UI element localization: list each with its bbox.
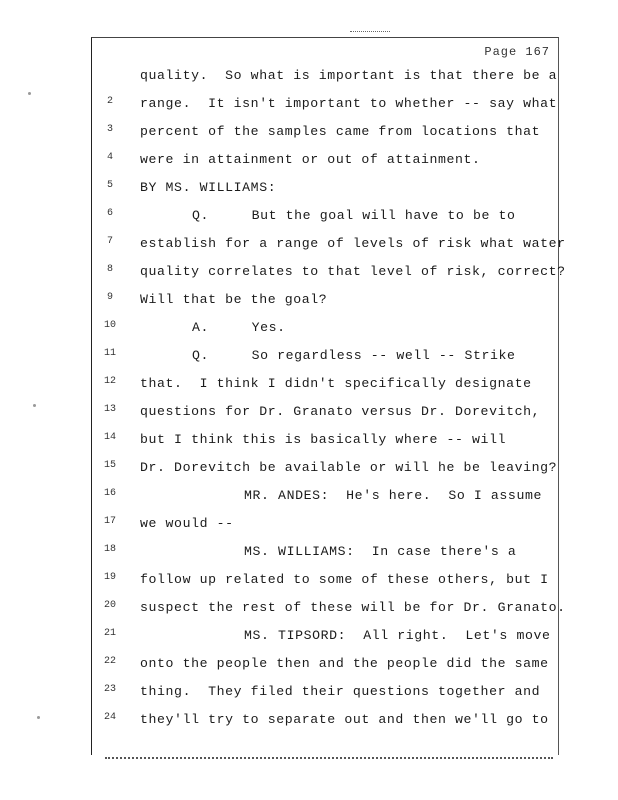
- transcript-line: [0, 152, 618, 172]
- transcript-line: [0, 488, 618, 508]
- line-number: 20: [103, 600, 116, 611]
- transcript-line: [0, 656, 618, 676]
- top-scan-mark: [350, 31, 390, 35]
- line-number: 23: [103, 684, 116, 695]
- transcript-line: [0, 124, 618, 144]
- line-text: they'll try to separate out and then we'll go to: [140, 712, 549, 727]
- transcript-line: [0, 712, 618, 732]
- transcript-line: [0, 600, 618, 620]
- scan-speck: [33, 404, 36, 407]
- line-number: 22: [103, 656, 116, 667]
- line-text: range. It isn't important to whether -- say what: [140, 96, 558, 111]
- line-number: 16: [103, 488, 116, 499]
- bottom-rule: [105, 757, 553, 761]
- transcript-line: [0, 264, 618, 284]
- line-text: we would --: [140, 516, 234, 531]
- line-text: quality correlates to that level of risk, correct?: [140, 264, 566, 279]
- line-text: were in attainment or out of attainment.: [140, 152, 481, 167]
- line-number: 24: [103, 712, 116, 723]
- transcript-line: [0, 320, 618, 340]
- line-number: 14: [103, 432, 116, 443]
- line-text: Dr. Dorevitch be available or will he be leaving?: [140, 460, 558, 475]
- transcript-line: [0, 348, 618, 368]
- transcript-line: [0, 96, 618, 116]
- line-number: 9: [106, 292, 113, 303]
- transcript-line: [0, 432, 618, 452]
- line-number: 3: [106, 124, 113, 135]
- line-number: 2: [106, 96, 113, 107]
- line-text: Q. So regardless -- well -- Strike: [192, 348, 516, 363]
- transcript-line: [0, 180, 618, 200]
- transcript-line: [0, 236, 618, 256]
- scan-speck: [28, 92, 31, 95]
- scan-speck: [37, 716, 40, 719]
- line-text: onto the people then and the people did the same: [140, 656, 549, 671]
- line-text: Q. But the goal will have to be to: [192, 208, 516, 223]
- transcript-line: [0, 516, 618, 536]
- transcript-line: [0, 68, 618, 88]
- line-text: thing. They filed their questions together and: [140, 684, 541, 699]
- line-text: quality. So what is important is that there be a: [140, 68, 558, 83]
- line-text: suspect the rest of these will be for Dr. Granato.: [140, 600, 566, 615]
- line-number: 12: [103, 376, 116, 387]
- transcript-line: [0, 572, 618, 592]
- line-number: 5: [106, 180, 113, 191]
- line-number: 13: [103, 404, 116, 415]
- transcript-line: [0, 404, 618, 424]
- line-text: that. I think I didn't specifically designate: [140, 376, 532, 391]
- line-number: 10: [103, 320, 116, 331]
- line-number: 18: [103, 544, 116, 555]
- line-number: 4: [106, 152, 113, 163]
- transcript-line: [0, 460, 618, 480]
- transcript-line: [0, 376, 618, 396]
- line-text: establish for a range of levels of risk what water: [140, 236, 566, 251]
- line-number: 11: [103, 348, 116, 359]
- line-text: MS. TIPSORD: All right. Let's move: [244, 628, 551, 643]
- transcript-line: [0, 208, 618, 228]
- line-text: questions for Dr. Granato versus Dr. Dorevitch,: [140, 404, 541, 419]
- line-text: but I think this is basically where -- will: [140, 432, 507, 447]
- transcript-line: [0, 544, 618, 564]
- line-text: BY MS. WILLIAMS:: [140, 180, 277, 195]
- line-text: A. Yes.: [192, 320, 286, 335]
- line-number: 6: [106, 208, 113, 219]
- line-number: 19: [103, 572, 116, 583]
- line-number: 21: [103, 628, 116, 639]
- line-number: 15: [103, 460, 116, 471]
- line-number: 8: [106, 264, 113, 275]
- transcript-line: [0, 292, 618, 312]
- line-text: percent of the samples came from locations that: [140, 124, 541, 139]
- line-number: 7: [106, 236, 113, 247]
- line-text: MS. WILLIAMS: In case there's a: [244, 544, 517, 559]
- page-number-label: Page 167: [484, 45, 550, 59]
- transcript-line: [0, 684, 618, 704]
- line-number: 17: [103, 516, 116, 527]
- line-text: Will that be the goal?: [140, 292, 328, 307]
- line-text: follow up related to some of these others, but I: [140, 572, 549, 587]
- line-text: MR. ANDES: He's here. So I assume: [244, 488, 542, 503]
- transcript-line: [0, 628, 618, 648]
